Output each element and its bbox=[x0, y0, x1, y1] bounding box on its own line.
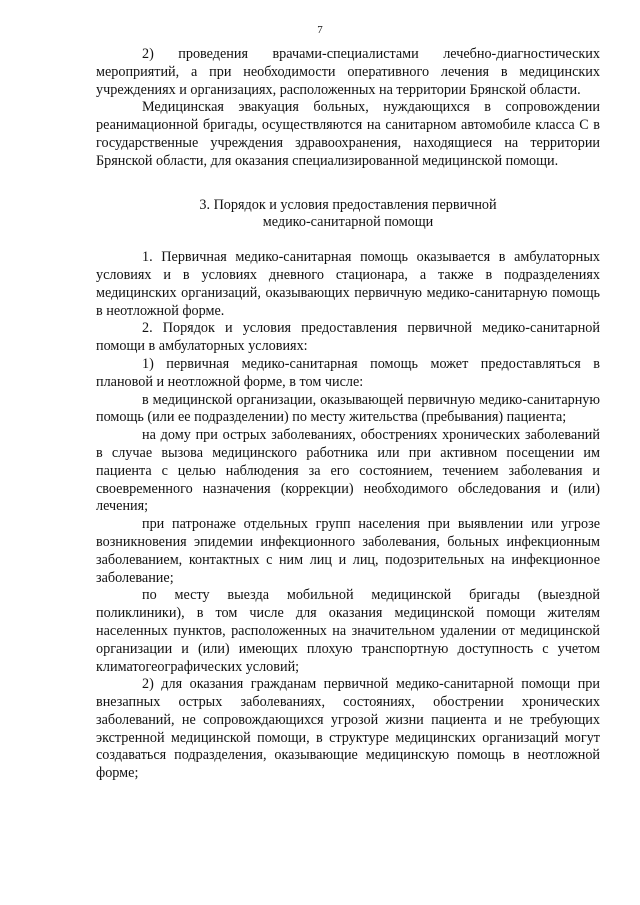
paragraph: в медицинской организации, оказывающей первичную медико-санитарную помощь (или ее подразделении) по месту жительства (пребывания) пациента; bbox=[96, 391, 600, 426]
paragraph: на дому при острых заболеваниях, обострениях хронических заболеваний в случае вызова медицинского работника или при активном посещении им пациента с целью наблюдения за его состоянием, течением заболевания и своевременного назначения (коррекции) необходимого обследования и (или) лечения; bbox=[96, 427, 600, 515]
section-heading-line: медико-санитарной помощи bbox=[262, 214, 434, 231]
paragraph: 1) первичная медико-санитарная помощь может предоставляться в плановой и неотложной форме, в том числе: bbox=[96, 355, 600, 390]
paragraph: при патронаже отдельных групп населения при выявлении или угрозе возникновения эпидемии инфекционного заболевания, больных инфекционным заболеванием, контактных с ним лиц и лиц, подозрительных на инфекционное заболевание; bbox=[96, 516, 600, 586]
paragraph: по месту выезда мобильной медицинской бригады (выездной поликлиники), в том числе для оказания медицинской помощи жителям населенных пунктов, расположенных на значительном удалении от медицинской организации и (или) имеющих плохую транспортную доступность с учетом климатогеографических условий; bbox=[96, 587, 600, 675]
document-body bbox=[96, 46, 600, 783]
section-heading bbox=[96, 197, 600, 233]
paragraph: 1. Первичная медико-санитарная помощь оказывается в амбулаторных условиях и в условиях дневного стационара, а также в подразделениях медицинских организаций, оказывающих первичную медико-санитарную помощь в неотложной форме. bbox=[96, 249, 600, 319]
paragraph: 2) проведения врачами-специалистами лечебно-диагностических мероприятий, а при необходимости оперативного лечения в медицинских учреждениях и организациях, расположенных на территории Брянской области. bbox=[96, 46, 600, 98]
paragraph: Медицинская эвакуация больных, нуждающихся в сопровождении реанимационной бригады, осуществляются на санитарном автомобиле класса С в государственные учреждения здравоохранения, находящиеся на территории Брянской области, для оказания специализированной медицинской помощи. bbox=[96, 99, 600, 169]
paragraph: 2) для оказания гражданам первичной медико-санитарной помощи при внезапных острых заболеваниях, состояниях, обострении хронических заболеваний, не сопровождающихся угрозой жизни пациента и не требующих экстренной медицинской помощи, в структуре медицинских организаций могут создаваться подразделения, оказывающие медицинскую помощь в неотложной форме; bbox=[96, 676, 600, 782]
page-number: 7 bbox=[317, 24, 323, 36]
section-heading-line: 3. Порядок и условия предоставления первичной bbox=[199, 196, 497, 213]
paragraph: 2. Порядок и условия предоставления первичной медико-санитарной помощи в амбулаторных условиях: bbox=[96, 320, 600, 355]
